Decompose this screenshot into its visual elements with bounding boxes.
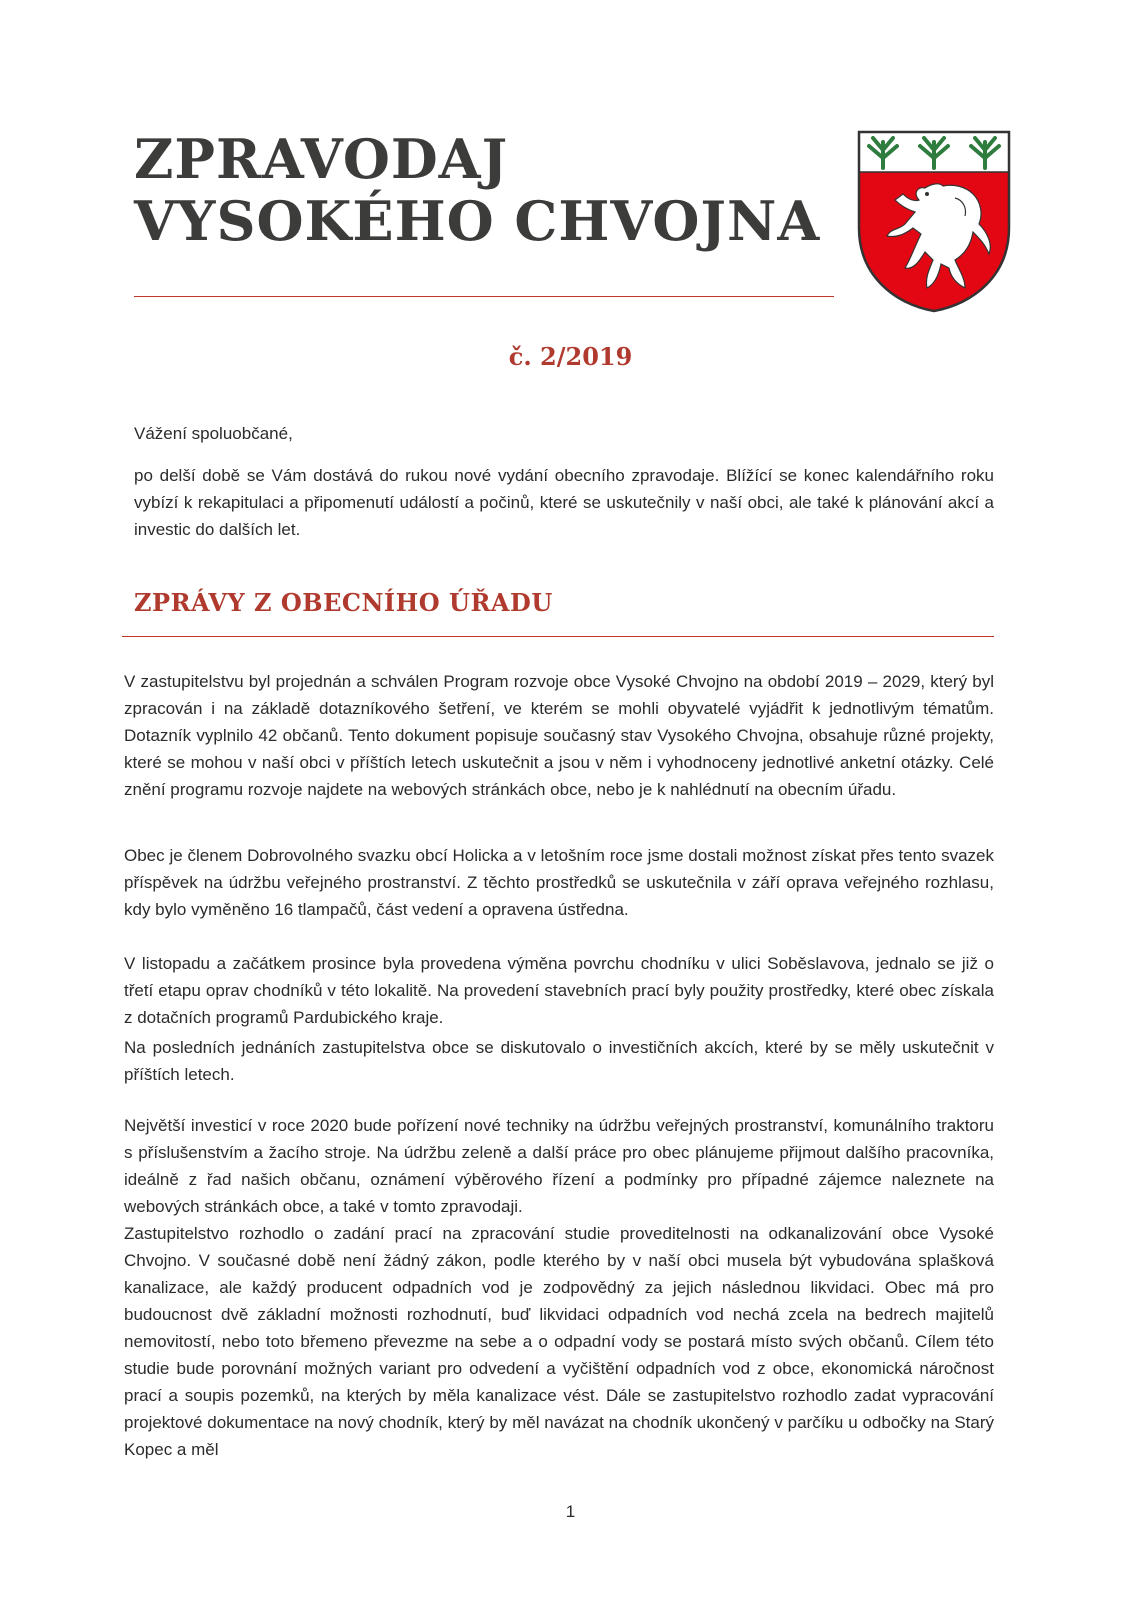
intro-paragraph: po delší době se Vám dostává do rukou nové vydání obecního zpravodaje. Blížící se konec kalendářního roku vybízí k rekapitulaci a připomenutí událostí a počinů, které se uskutečnily v naší obci, ale také k plánování akcí a investic do dalších let.	[134, 466, 994, 539]
masthead	[134, 128, 834, 252]
greeting: Vážení spoluobčané,	[134, 424, 293, 443]
section-divider	[122, 636, 994, 637]
paragraph-largest-investment: Největší investicí v roce 2020 bude pořízení nové techniky na údržbu veřejných prostranství, komunálního traktoru s příslušenstvím a žacího stroje. Na údržbu zeleně a další práce pro obec plánujeme přijmout dalšího pracovníka, ideálně z řad našich občanu, oznámení výběrového řízení a podmínky pro případné zájemce naleznete na webových stránkách obce, a také v tomto zpravodaji.	[124, 1116, 994, 1216]
paragraph-council-meetings: Na posledních jednáních zastupitelstva obce se diskutovalo o investičních akcích, které by se měly uskutečnit v příštích letech.	[124, 1038, 994, 1084]
masthead-title-line-1: ZPRAVODAJ	[134, 127, 509, 191]
paragraph-sewerage-study: Zastupitelstvo rozhodlo o zadání prací na zpracování studie proveditelnosti na odkanalizování obce Vysoké Chvojno. V současné době není žádný zákon, podle kterého by v naší obci musela být vybudována splašková kanalizace, ale každý producent odpadních vod je zodpovědný za jejich následnou likvidaci. Obec má pro budoucnost dvě základní možnosti rozhodnutí, buď likvidaci odpadních vod nechá zcela na bedrech majitelů nemovitostí, nebo toto břemeno převezme na sebe a o odpadní vody se postará místo svých občanů. Cílem této studie bude porovnání možných variant pro odvedení a vyčištění odpadních vod z obce, ekonomická náročnost prací a soupis pozemků, na kterých by měla kanalizace vést. Dále se zastupitelstvo rozhodlo zadat vypracování projektové dokumentace na nový chodník, který by měl navázat na chodník ukončený v parčíku u odbočky na Starý Kopec a měl	[124, 1224, 994, 1459]
paragraph-sidewalk-repair: V listopadu a začátkem prosince byla provedena výměna povrchu chodníku v ulici Soběslavova, jednalo se již o třetí etapu oprav chodníků v této lokalitě. Na provedení stavebních prací byly použity prostředky, které obec získala z dotačních programů Pardubického kraje.	[124, 954, 994, 1027]
masthead-title-line-2: VYSOKÉHO CHVOJNA	[134, 189, 821, 253]
paragraph-development-program: V zastupitelstvu byl projednán a schválen Program rozvoje obce Vysoké Chvojno na období 2019 – 2029, který byl zpracován i na základě dotazníkového šetření, ve kterém se mohli obyvatelé vyjádřit k jednotlivým tématům. Dotazník vyplnilo 42 občanů. Tento dokument popisuje současný stav Vysokého Chvojna, obsahuje různé projekty, které se mohou v naší obci v příštích letech uskutečnit a jsou v něm i vyhodnoceny jednotlivé anketní otázky. Celé znění programu rozvoje najdete na webových stránkách obce, nebo je k nahlédnutí na obecním úřadu.	[124, 672, 994, 799]
masthead-divider	[134, 296, 834, 297]
section-title: ZPRÁVY Z OBECNÍHO ÚŘADU	[134, 588, 553, 617]
paragraph-municipal-association: Obec je členem Dobrovolného svazku obcí Holicka a v letošním roce jsme dostali možnost získat přes tento svazek příspěvek na údržbu veřejného prostranství. Z těchto prostředků se uskutečnila v září oprava veřejného rozhlasu, kdy bylo vyměněno 16 tlampačů, část vedení a opravena ústředna.	[124, 846, 994, 919]
page-number: 1	[565, 1502, 576, 1521]
issue-number: č. 2/2019	[508, 342, 633, 371]
coat-of-arms-icon	[855, 128, 1013, 314]
